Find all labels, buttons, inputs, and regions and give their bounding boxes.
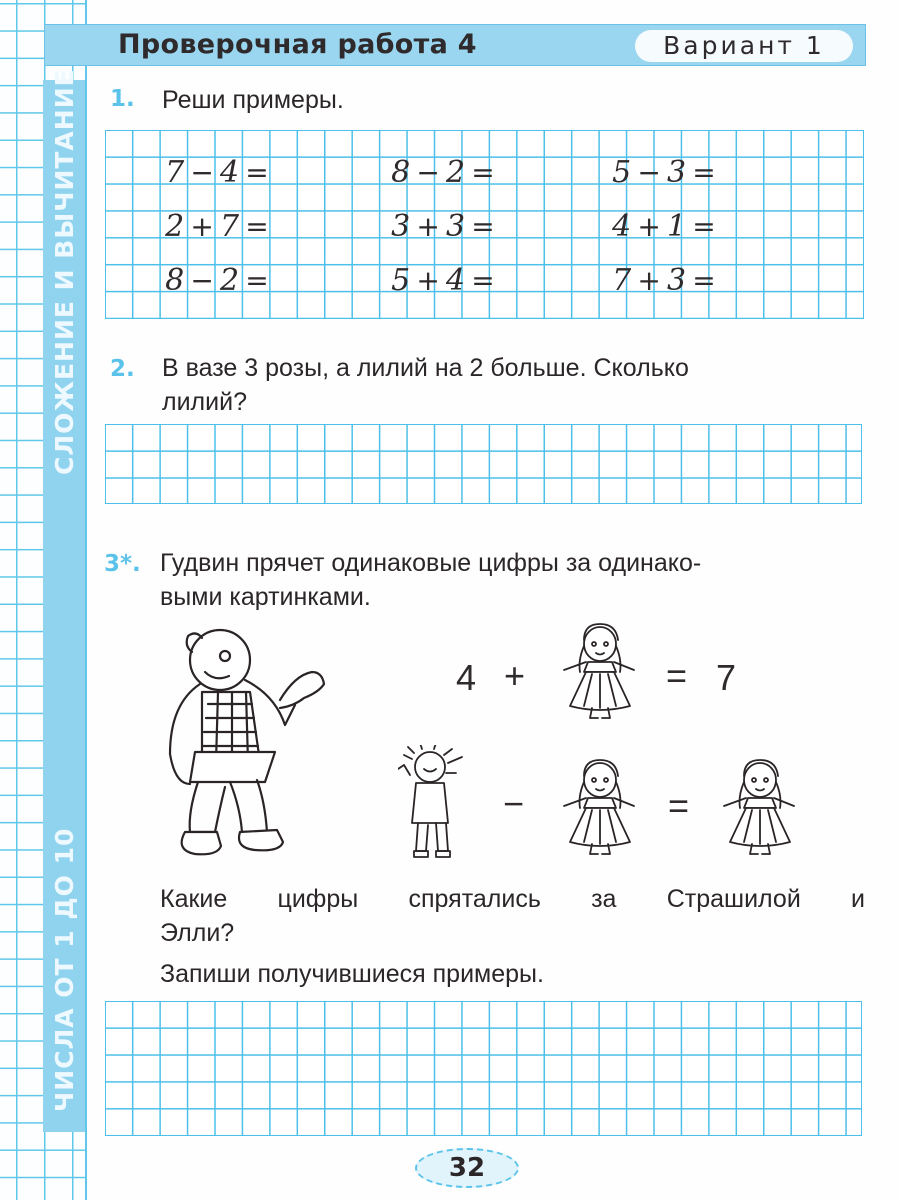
example: 5 − 3 = [612, 155, 716, 190]
variant-badge: Вариант 1 [635, 30, 853, 62]
task-3-instruction: Запиши получившиеся примеры. [160, 960, 544, 988]
page-title: Проверочная работа 4 [118, 29, 477, 60]
task-1-number: 1. [110, 86, 135, 112]
task-3-text-line2: выми картинками. [160, 583, 371, 611]
goodwin-illustration [150, 622, 340, 862]
example: 2 + 7 = [165, 209, 269, 244]
example: 8 − 2 = [165, 263, 269, 298]
margin-grid-edge [85, 0, 87, 1200]
task-3-answer-grid[interactable] [105, 1001, 862, 1136]
task-2-text-line2: лилий? [162, 388, 247, 416]
example: 3 + 3 = [391, 209, 495, 244]
example: 7 − 4 = [165, 155, 269, 190]
example: 4 + 1 = [612, 209, 716, 244]
ellie-illustration [558, 622, 644, 722]
chapter-label-bottom: ЧИСЛА ОТ 1 ДО 10 [50, 827, 79, 1112]
example: 5 + 4 = [391, 263, 495, 298]
example: 7 + 3 = [612, 263, 716, 298]
task-3-question-line1: Какие цифры спрятались за Страшилой и [160, 885, 865, 913]
task-1-text: Реши примеры. [162, 86, 344, 114]
puzzle-row1-number: 4 [456, 657, 477, 698]
task-3-text-line1: Гудвин прячет одинаковые цифры за одинако- [160, 549, 702, 577]
puzzle-row1-result: 7 [716, 657, 737, 698]
task-2-answer-grid[interactable] [105, 424, 862, 504]
scarecrow-illustration [398, 745, 468, 863]
ellie-illustration [558, 752, 644, 864]
puzzle-row1-plus: + [504, 655, 526, 696]
task-3-question-line2: Элли? [160, 919, 235, 947]
puzzle-row2-minus: − [503, 783, 525, 824]
puzzle-row1-equals: = [666, 655, 688, 696]
task-3-number: 3*. [104, 551, 141, 577]
example: 8 − 2 = [391, 155, 495, 190]
chapter-label-top: СЛОЖЕНИЕ И ВЫЧИТАНИЕ [50, 68, 79, 475]
task-2-number: 2. [110, 356, 135, 382]
task-2-text-line1: В вазе 3 розы, а лилий на 2 больше. Сколько [162, 354, 689, 382]
page-number: 32 [415, 1148, 519, 1188]
puzzle-row2-equals: = [668, 785, 690, 826]
ellie-illustration [718, 752, 804, 864]
